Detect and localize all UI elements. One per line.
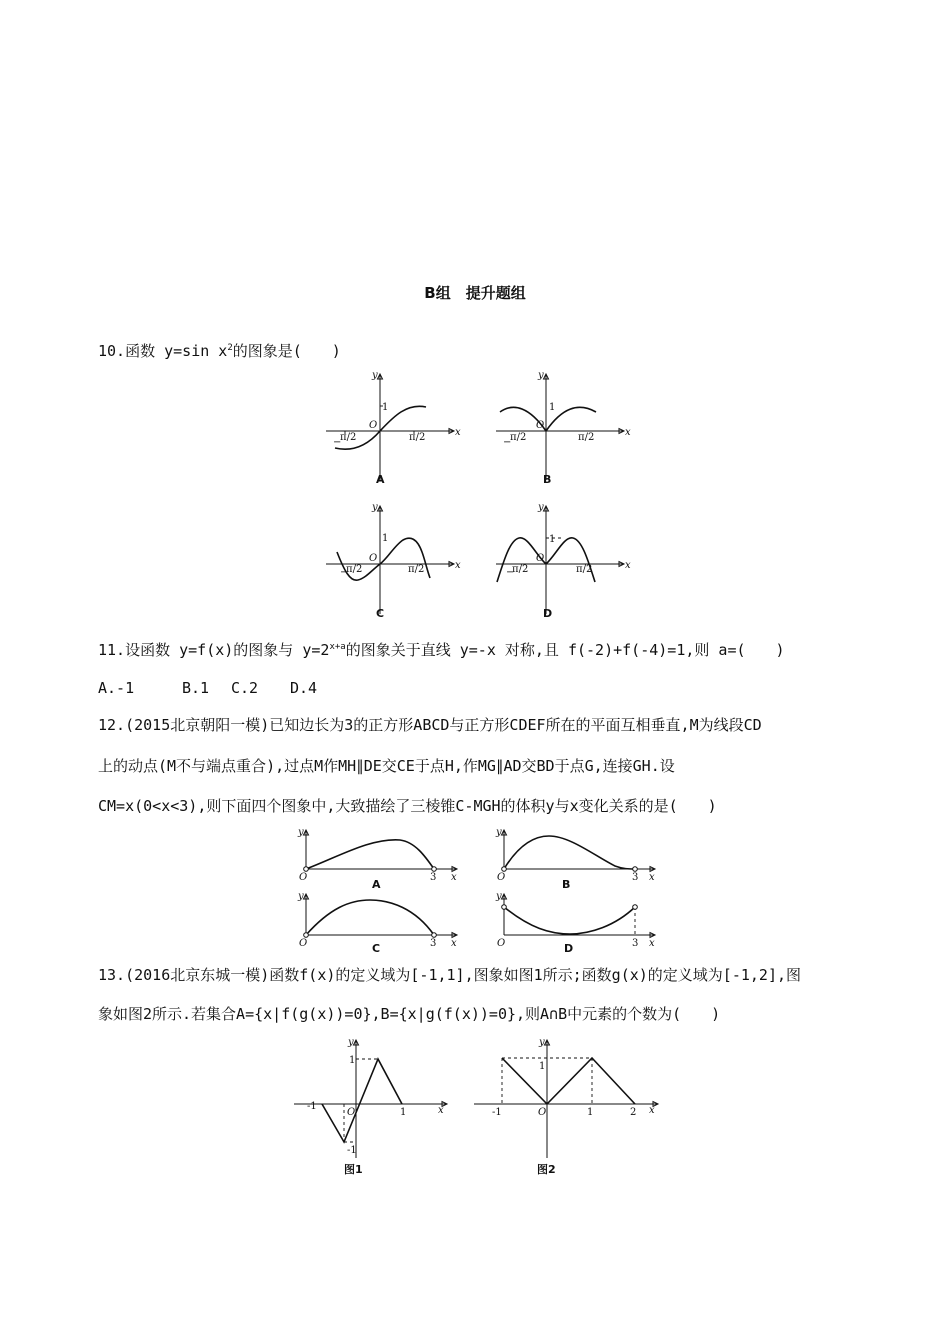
x-axis-label: x xyxy=(455,427,461,438)
y-axis-label: y xyxy=(372,502,378,513)
figure-1-caption: 图1 xyxy=(344,1163,363,1176)
question-11-option-b: B.1 xyxy=(182,679,210,697)
y-tick-1: 1 xyxy=(539,1061,546,1072)
graph-label-c: C xyxy=(372,942,381,955)
tick-neg-pi-half-num: π/2 xyxy=(340,432,357,443)
y-tick-1: 1 xyxy=(549,402,556,413)
question-10-stem xyxy=(98,341,341,361)
graph-label-d: D xyxy=(564,942,574,955)
x-tick-3: 3 xyxy=(430,938,437,949)
tick-neg-pi-half: − xyxy=(333,437,342,448)
question-11-option-c: C.2 xyxy=(231,679,259,697)
tick-pos-pi-half: π/2 xyxy=(578,432,595,443)
origin-label: O xyxy=(299,938,308,949)
x-tick-1: 1 xyxy=(400,1107,407,1118)
question-11-stem xyxy=(98,640,785,660)
question-11-stem-text: 11.设函数 y=f(x)的图象与 y=2 xyxy=(98,641,330,659)
x-tick-2: 2 xyxy=(630,1107,637,1118)
question-12-line-1: 12.(2015北京朝阳一模)已知边长为3的正方形ABCD与正方形CDEF所在的平面互相垂直,M为线段CD xyxy=(98,716,762,734)
tick-neg-pi-half-num: π/2 xyxy=(512,564,529,575)
y-tick-neg-1: -1 xyxy=(347,1145,357,1156)
x-tick-neg-1: -1 xyxy=(492,1107,502,1118)
question-13-line-1: 13.(2016北京东城一模)函数f(x)的定义域为[-1,1],图象如图1所示;函数g(x)的定义域为[-1,2],图 xyxy=(98,966,802,984)
origin-label: O xyxy=(497,872,506,883)
q12-graph-a xyxy=(290,826,465,890)
x-axis-label: x xyxy=(455,560,461,571)
x-axis-label: x xyxy=(438,1105,444,1116)
tick-neg-pi-half-num: π/2 xyxy=(346,564,363,575)
origin-label: O xyxy=(369,420,378,431)
y-axis-label: y xyxy=(496,891,502,902)
figure-2-caption: 图2 xyxy=(537,1163,556,1176)
x-axis-label: x xyxy=(451,872,457,883)
origin-label: O xyxy=(299,872,308,883)
x-tick-3: 3 xyxy=(632,872,639,883)
y-tick-1: 1 xyxy=(549,534,556,545)
y-axis-label: y xyxy=(496,827,502,838)
graph-label-a: A xyxy=(372,878,381,891)
question-11-option-a: A.-1 xyxy=(98,679,135,697)
graph-label-c: C xyxy=(376,607,385,620)
q12-graph-c xyxy=(290,890,465,954)
origin-label: O xyxy=(538,1107,547,1118)
graph-label-b: B xyxy=(543,473,552,486)
graph-label-b: B xyxy=(562,878,571,891)
graph-label-a: A xyxy=(376,473,385,486)
x-axis-label: x xyxy=(451,938,457,949)
tick-neg-pi-half-num: π/2 xyxy=(510,432,527,443)
y-axis-label: y xyxy=(538,502,544,513)
y-axis-label: y xyxy=(372,370,378,381)
q13-figure-1 xyxy=(292,1036,452,1181)
origin-label: O xyxy=(347,1107,356,1118)
tick-pos-pi-half: π/2 xyxy=(576,564,593,575)
question-10-stem-tail: 的图象是( ) xyxy=(232,342,341,360)
tick-neg-pi-half: − xyxy=(506,567,515,578)
question-11-option-d: D.4 xyxy=(290,679,318,697)
origin-label: O xyxy=(497,938,506,949)
section-title: B组 提升题组 xyxy=(424,284,526,302)
tick-pos-pi-half: π/2 xyxy=(408,564,425,575)
origin-label: O xyxy=(536,553,545,564)
q13-figure-2 xyxy=(470,1036,665,1181)
y-axis-label: y xyxy=(538,370,544,381)
question-10-exponent: 2 xyxy=(227,343,233,353)
question-11-exponent: x+a xyxy=(329,642,346,652)
x-tick-3: 3 xyxy=(632,938,639,949)
tick-pos-pi-half: π/2 xyxy=(409,432,426,443)
question-12-line-2: 上的动点(M不与端点重合),过点M作MH∥DE交CE于点H,作MG∥AD交BD于点G,连接GH.设 xyxy=(98,757,675,775)
y-axis-label: y xyxy=(298,891,304,902)
x-axis-label: x xyxy=(649,1105,655,1116)
tick-neg-pi-half: − xyxy=(503,437,512,448)
x-tick-3: 3 xyxy=(430,872,437,883)
question-13-line-2: 象如图2所示.若集合A={x|f(g(x))=0},B={x|g(f(x))=0},则A∩B中元素的个数为( ) xyxy=(98,1005,721,1023)
origin-label: O xyxy=(536,420,545,431)
x-tick-neg-1: -1 xyxy=(307,1101,317,1112)
x-axis-label: x xyxy=(625,427,631,438)
question-11-stem-tail: 的图象关于直线 y=-x 对称,且 f(-2)+f(-4)=1,则 a=( ) xyxy=(345,641,785,659)
x-axis-label: x xyxy=(649,938,655,949)
y-tick-1: 1 xyxy=(382,402,389,413)
y-axis-label: y xyxy=(539,1037,545,1048)
q12-graph-b xyxy=(485,826,660,890)
tick-neg-pi-half: − xyxy=(340,567,349,578)
graph-label-d: D xyxy=(543,607,553,620)
q12-graph-d xyxy=(485,890,660,954)
x-axis-label: x xyxy=(649,872,655,883)
origin-label: O xyxy=(369,553,378,564)
y-axis-label: y xyxy=(348,1037,354,1048)
q10-graph-c xyxy=(322,500,462,622)
y-tick-1: 1 xyxy=(349,1055,356,1066)
question-12-line-3: CM=x(0<x<3),则下面四个图象中,大致描绘了三棱锥C-MGH的体积y与x变化关系的是( ) xyxy=(98,797,717,815)
q10-graph-a xyxy=(322,368,462,488)
x-tick-1: 1 xyxy=(587,1107,594,1118)
x-axis-label: x xyxy=(625,560,631,571)
question-10-stem-text: 10.函数 y=sin x xyxy=(98,342,228,360)
y-axis-label: y xyxy=(298,827,304,838)
q10-graph-d xyxy=(492,500,632,622)
q10-graph-b xyxy=(492,368,632,488)
y-tick-1: 1 xyxy=(382,533,389,544)
